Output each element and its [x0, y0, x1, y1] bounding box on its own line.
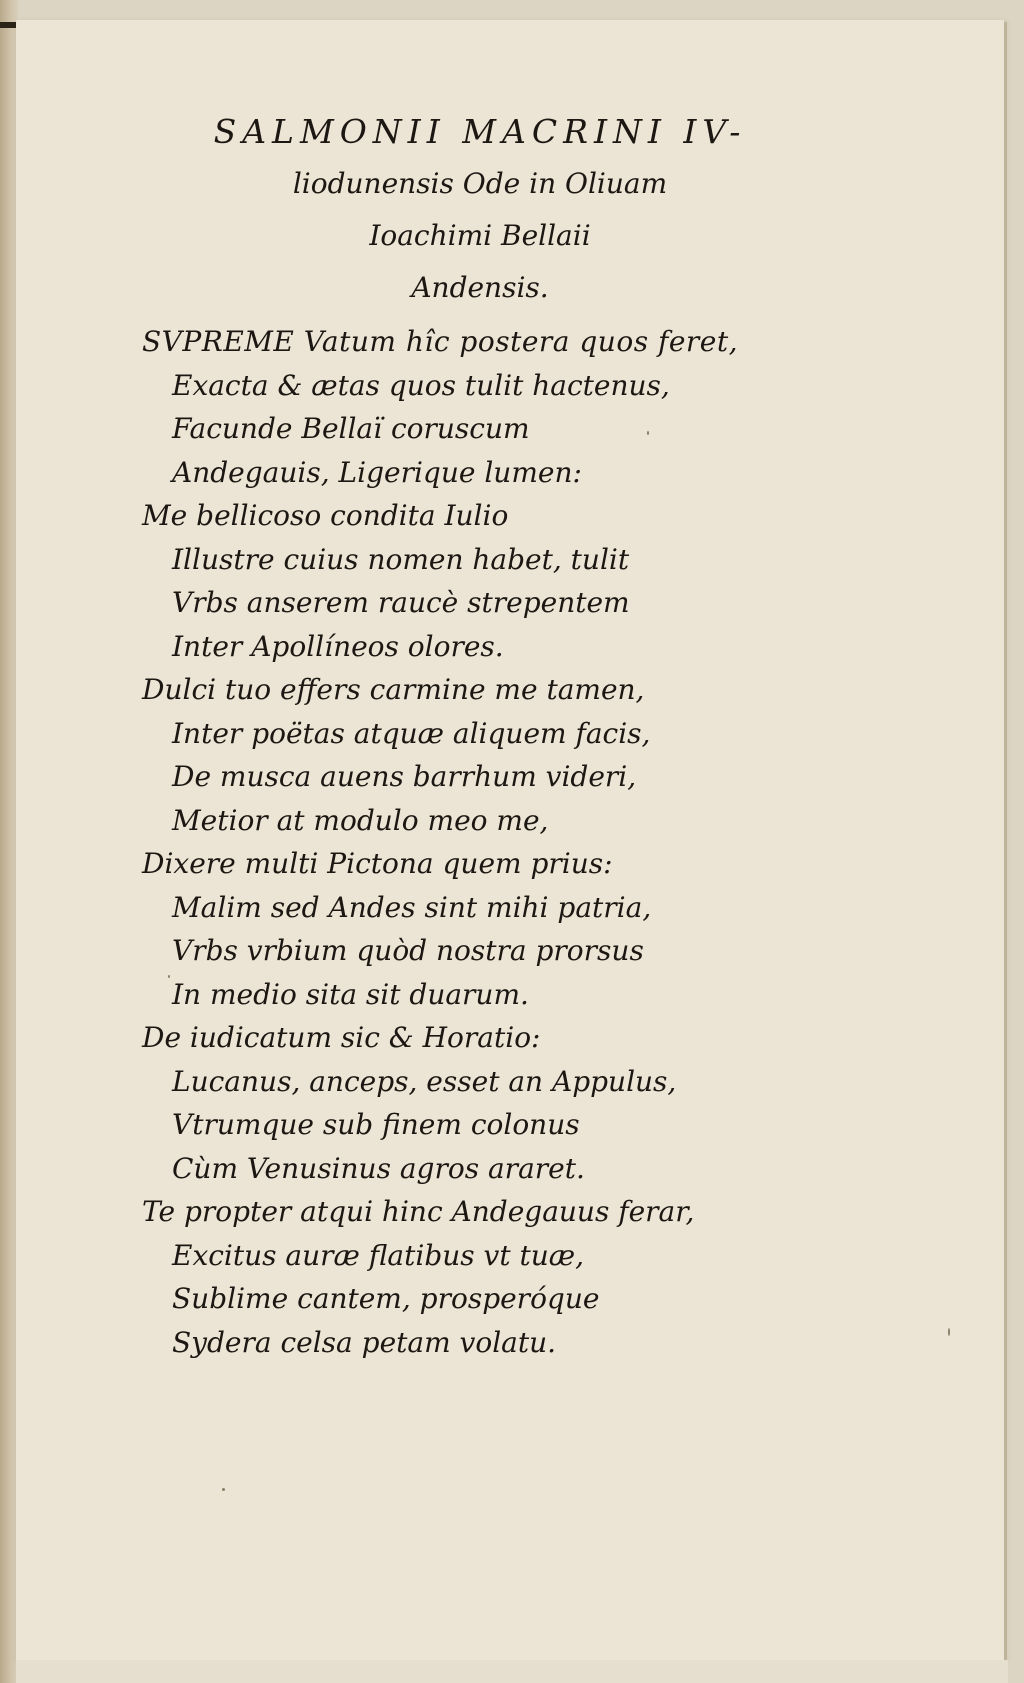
verse-line: Illustre cuius nomen habet, tulit	[172, 542, 630, 576]
heading-line-3: Ioachimi Bellaii	[369, 219, 591, 252]
ode-heading	[140, 106, 820, 314]
verse-line: In medio sita sit duarum.	[172, 977, 529, 1011]
page-bottom-edge	[16, 1660, 1008, 1683]
verse-line: Inter Apollíneos olores.	[172, 629, 504, 663]
verse-line: Vrbs vrbium quòd nostra prorsus	[172, 934, 644, 967]
verse-line: Dixere multi Pictona quem prius:	[142, 847, 613, 880]
verse-line: Malim sed Andes sint mihi patria,	[172, 890, 652, 924]
verse-line: Vtrumque sub finem colonus	[172, 1108, 580, 1141]
heading-line-2: liodunensis Ode in Oliuam	[292, 167, 668, 200]
verse-line: De iudicatum sic & Horatio:	[142, 1021, 541, 1054]
verse-line: Andegauis, Ligerique lumen:	[172, 455, 582, 489]
verse-line: Dulci tuo effers carmine me tamen,	[142, 673, 645, 706]
heading-line-1: SALMONII MACRINI IV-	[213, 112, 747, 151]
verse-line: Lucanus, anceps, esset an Appulus,	[172, 1064, 677, 1098]
paper-speck	[168, 975, 170, 978]
verse-line: Exacta & ætas quos tulit hactenus,	[172, 368, 670, 402]
verse-line: Sublime cantem, prosperóque	[172, 1282, 600, 1315]
verse-line: Inter poëtas atquæ aliquem facis,	[172, 716, 651, 750]
verse-line: Sydera celsa petam volatu.	[172, 1325, 557, 1359]
verse-line: Te propter atqui hinc Andegauus ferar,	[142, 1195, 695, 1228]
paper-speck	[647, 431, 649, 435]
ode-text	[142, 320, 962, 1364]
paper-speck	[222, 1488, 225, 1491]
paper-speck	[948, 1328, 950, 1336]
verse-line: SVPREME Vatum hîc postera quos feret,	[142, 325, 738, 358]
verse-line: Vrbs anserem raucè strepentem	[172, 586, 630, 619]
verse-line: Metior at modulo meo me,	[172, 803, 549, 837]
page-right-edge	[1004, 22, 1007, 1662]
binding-mark	[0, 22, 16, 28]
verse-line: Facunde Bellaï coruscum	[172, 412, 530, 445]
verse-line: Excitus auræ flatibus vt tuæ,	[172, 1238, 585, 1272]
verse-line: Cùm Venusinus agros araret.	[172, 1151, 585, 1185]
verse-line: De musca auens barrhum videri,	[172, 760, 637, 793]
verse-line: Me bellicoso condita Iulio	[142, 499, 509, 532]
heading-line-4: Andensis.	[411, 271, 549, 304]
